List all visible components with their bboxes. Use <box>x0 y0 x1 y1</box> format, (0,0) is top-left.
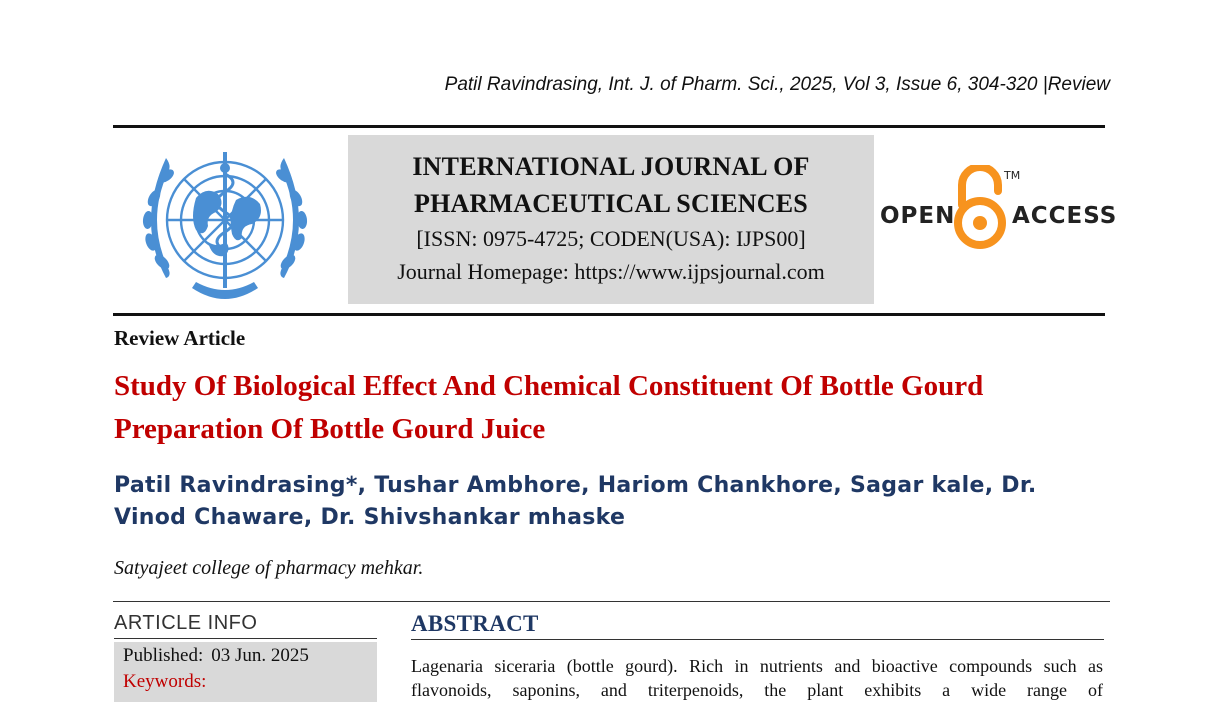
journal-emblem-logo <box>126 138 324 306</box>
article-title: Study Of Biological Effect And Chemical Constituent Of Bottle Gourd Preparation Of Bottle Gourd Juice <box>114 370 984 445</box>
article-type: Review Article <box>114 326 246 350</box>
trademark-mark: TM <box>1004 169 1021 182</box>
author-list: Patil Ravindrasing*, Tushar Ambhore, Hariom Chankhore, Sagar kale, Dr. Vinod Chaware, Dr. Shivshankar mhaske <box>114 473 1037 530</box>
masthead-bottom-rule <box>113 313 1105 316</box>
journal-masthead <box>348 135 874 304</box>
abstract-heading: ABSTRACT <box>411 611 539 636</box>
open-lock-icon <box>953 165 1007 251</box>
published-label: Published: <box>123 645 204 666</box>
published-date: 03 Jun. 2025 <box>211 645 309 666</box>
section-divider <box>113 601 1110 602</box>
open-access-logo <box>880 165 1118 255</box>
journal-title-line1: INTERNATIONAL JOURNAL OF <box>412 152 810 181</box>
abstract-rule <box>411 639 1104 640</box>
keywords-label: Keywords: <box>123 671 207 692</box>
article-info-rule <box>114 638 377 639</box>
journal-title-line2: PHARMACEUTICAL SCIENCES <box>414 189 808 218</box>
open-access-word-access: ACCESS <box>1012 203 1118 229</box>
affiliation: Satyajeet college of pharmacy mehkar. <box>114 557 424 579</box>
top-rule <box>113 125 1105 128</box>
journal-homepage[interactable]: Journal Homepage: https://www.ijpsjournal.com <box>397 259 825 284</box>
abstract-text: Lagenaria siceraria (bottle gourd). Rich in nutrients and bioactive compounds such as flavonoids, saponins, and triterpenoids, the plant exhibits a wide range of <box>411 656 1103 700</box>
published-row <box>123 645 309 667</box>
emblem-icon <box>126 138 324 306</box>
article-info-heading: ARTICLE INFO <box>114 612 258 634</box>
running-head: Patil Ravindrasing, Int. J. of Pharm. Sci., 2025, Vol 3, Issue 6, 304-320 |Review <box>444 74 1110 95</box>
open-access-word-open: OPEN <box>880 203 956 229</box>
article-info-box <box>114 642 377 702</box>
journal-issn: [ISSN: 0975-4725; CODEN(USA): IJPS00] <box>416 226 806 251</box>
